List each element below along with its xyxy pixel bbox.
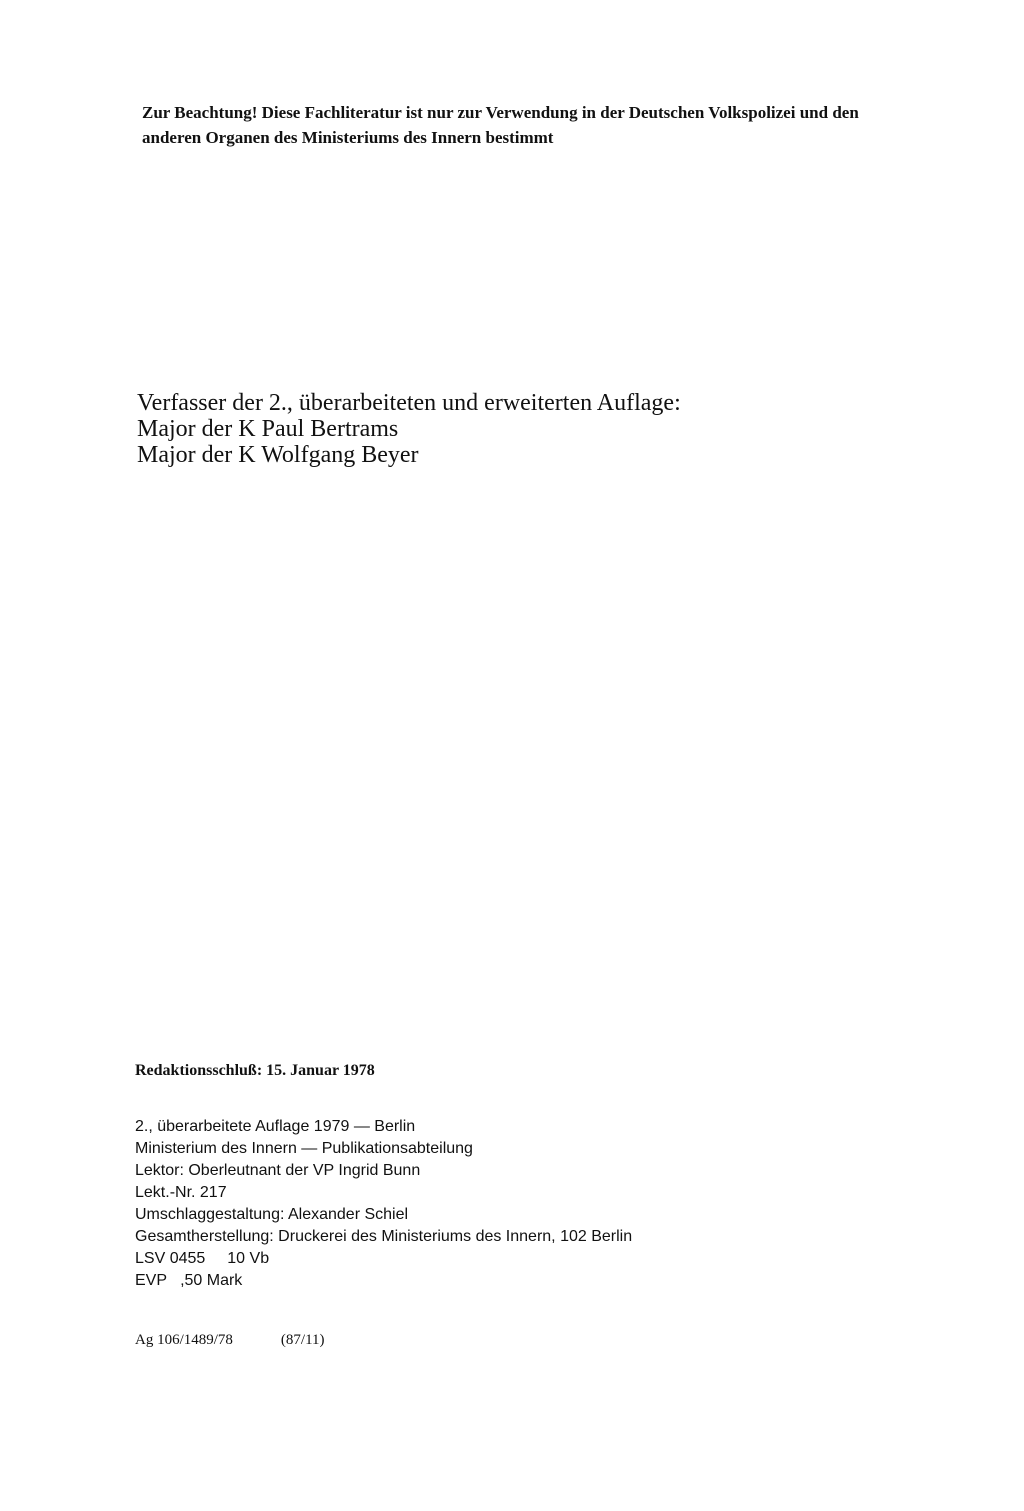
lsv-code: 10 Vb <box>227 1250 270 1267</box>
lsv-number: LSV 0455 <box>135 1250 206 1267</box>
authors-heading: Verfasser der 2., überarbeiteten und erweiterten Auflage: <box>137 390 681 416</box>
notice-line-2: anderen Organen des Ministeriums des Innern bestimmt <box>142 128 554 147</box>
publisher-line: Ministerium des Innern — Publikationsabteilung <box>135 1140 473 1157</box>
order-number-line <box>135 1332 325 1349</box>
production-line: Gesamtherstellung: Druckerei des Ministeriums des Innern, 102 Berlin <box>135 1228 633 1245</box>
author-1: Major der K Paul Bertrams <box>137 416 399 442</box>
authors-block <box>137 390 681 468</box>
lekt-nr-line: Lekt.-Nr. 217 <box>135 1184 227 1201</box>
price-line: EVP ,50 Mark <box>135 1272 243 1289</box>
cover-design-line: Umschlaggestaltung: Alexander Schiel <box>135 1206 409 1223</box>
author-2: Major der K Wolfgang Beyer <box>137 442 419 468</box>
order-code: (87/11) <box>280 1332 325 1348</box>
ag-number: Ag 106/1489/78 <box>135 1332 233 1348</box>
editorial-deadline: Redaktionsschluß: 15. Januar 1978 <box>135 1062 375 1079</box>
editor-line: Lektor: Oberleutnant der VP Ingrid Bunn <box>135 1162 421 1179</box>
lsv-line <box>135 1248 632 1270</box>
edition-line: 2., überarbeitete Auflage 1979 — Berlin <box>135 1118 416 1135</box>
imprint-block <box>135 1116 632 1292</box>
restriction-notice <box>142 100 972 150</box>
notice-line-1: Zur Beachtung! Diese Fachliteratur ist nur zur Verwendung in der Deutschen Volkspolizei und den <box>142 103 859 122</box>
